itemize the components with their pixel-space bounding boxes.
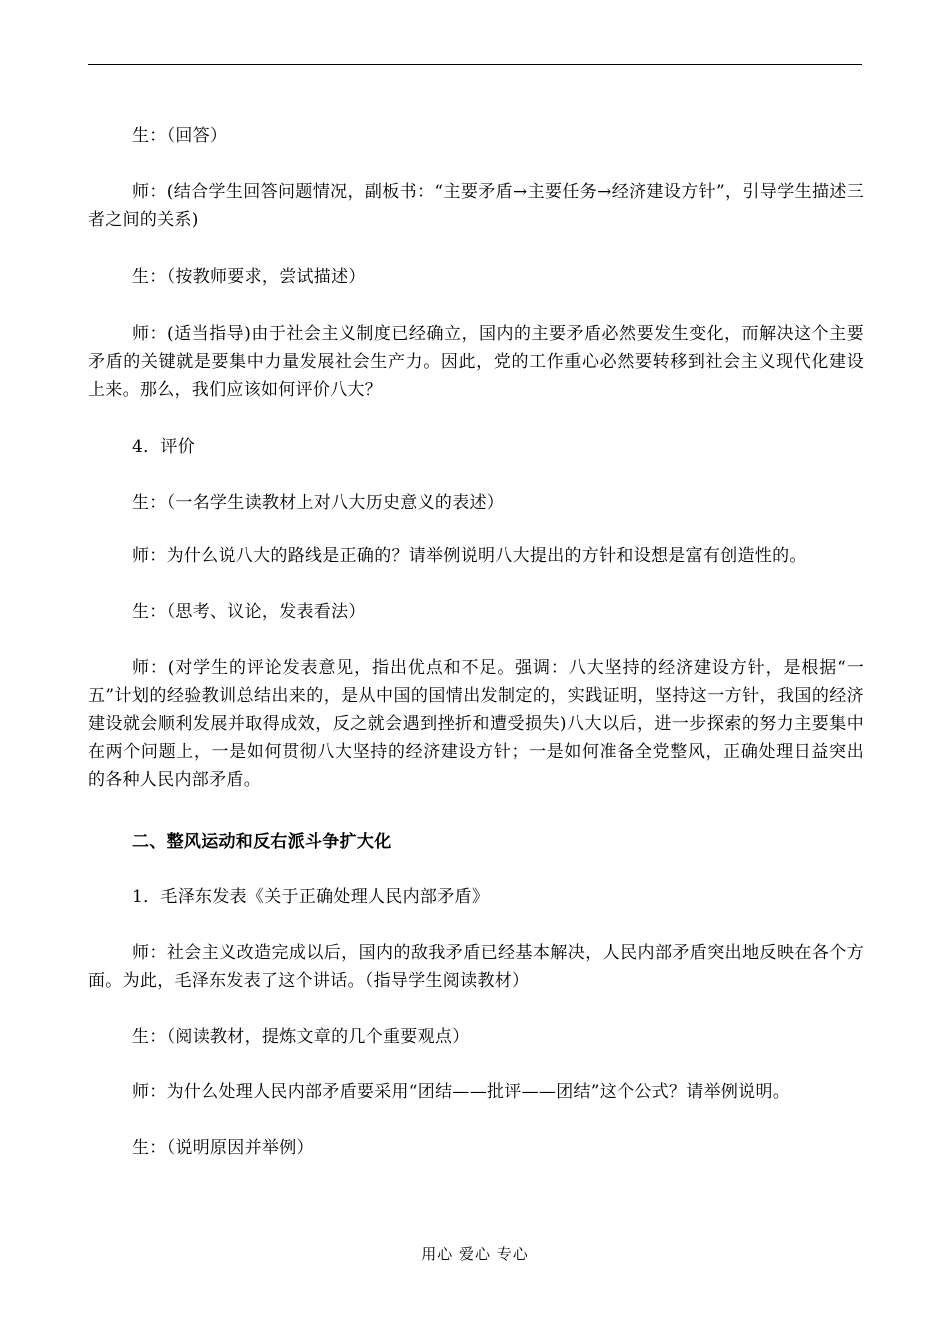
paragraph-6: 生：（一名学生读教材上对八大历史意义的表述） (132, 493, 505, 513)
header-rule (88, 64, 862, 65)
paragraph-12: 师：社会主义改造完成以后，国内的敌我矛盾已经基本解决，人民内部矛盾突出地反映在各个方面。为此，毛泽东发表了这个讲话。（指导学生阅读教材） (88, 943, 864, 991)
paragraph-11: 1．毛泽东发表《关于正确处理人民内部矛盾》 (132, 887, 490, 907)
paragraph-5: 4．评价 (132, 437, 196, 457)
paragraph-3: 生：（按教师要求，尝试描述） (132, 267, 366, 287)
paragraph-8: 生：（思考、议论，发表看法） (132, 602, 366, 622)
paragraph-4: 师：(适当指导)由于社会主义制度已经确立，国内的主要矛盾必然要发生变化，而解决这个主要矛盾的关键就是要集中力量发展社会生产力。因此，党的工作重心必然要转移到社会主义现代化建设上来。那么，我们应该如何评价八大？ (88, 324, 864, 400)
paragraph-1: 生：（回答） (132, 126, 228, 146)
paragraph-13: 生：（阅读教材，提炼文章的几个重要观点） (132, 1027, 470, 1047)
paragraph-7: 师：为什么说八大的路线是正确的？请举例说明八大提出的方针和设想是富有创造性的。 (132, 546, 807, 566)
paragraph-14: 师：为什么处理人民内部矛盾要采用“团结——批评——团结”这个公式？请举例说明。 (132, 1082, 791, 1102)
paragraph-9: 师：(对学生的评论发表意见，指出优点和不足。强调：八大坚持的经济建设方针，是根据“一五”计划的经验教训总结出来的，是从中国的国情出发制定的，实践证明，坚持这一方针，我国的经济建设就会顺利发展并取得成效，反之就会遇到挫折和遭受损失)八大以后，进一步探索的努力主要集中在两个问题上，一是如何贯彻八大坚持的经济建设方针；一是如何准备全党整风，正确处理日益突出的各种人民内部矛盾。 (88, 658, 864, 790)
paragraph-15: 生：（说明原因并举例） (132, 1138, 314, 1158)
paragraph-2: 师：(结合学生回答问题情况，副板书：“主要矛盾→主要任务→经济建设方针”，引导学生描述三者之间的关系) (88, 182, 864, 230)
section-heading: 二、整风运动和反右派斗争扩大化 (132, 832, 392, 852)
page-footer: 用心 爱心 专心 (421, 1245, 529, 1263)
